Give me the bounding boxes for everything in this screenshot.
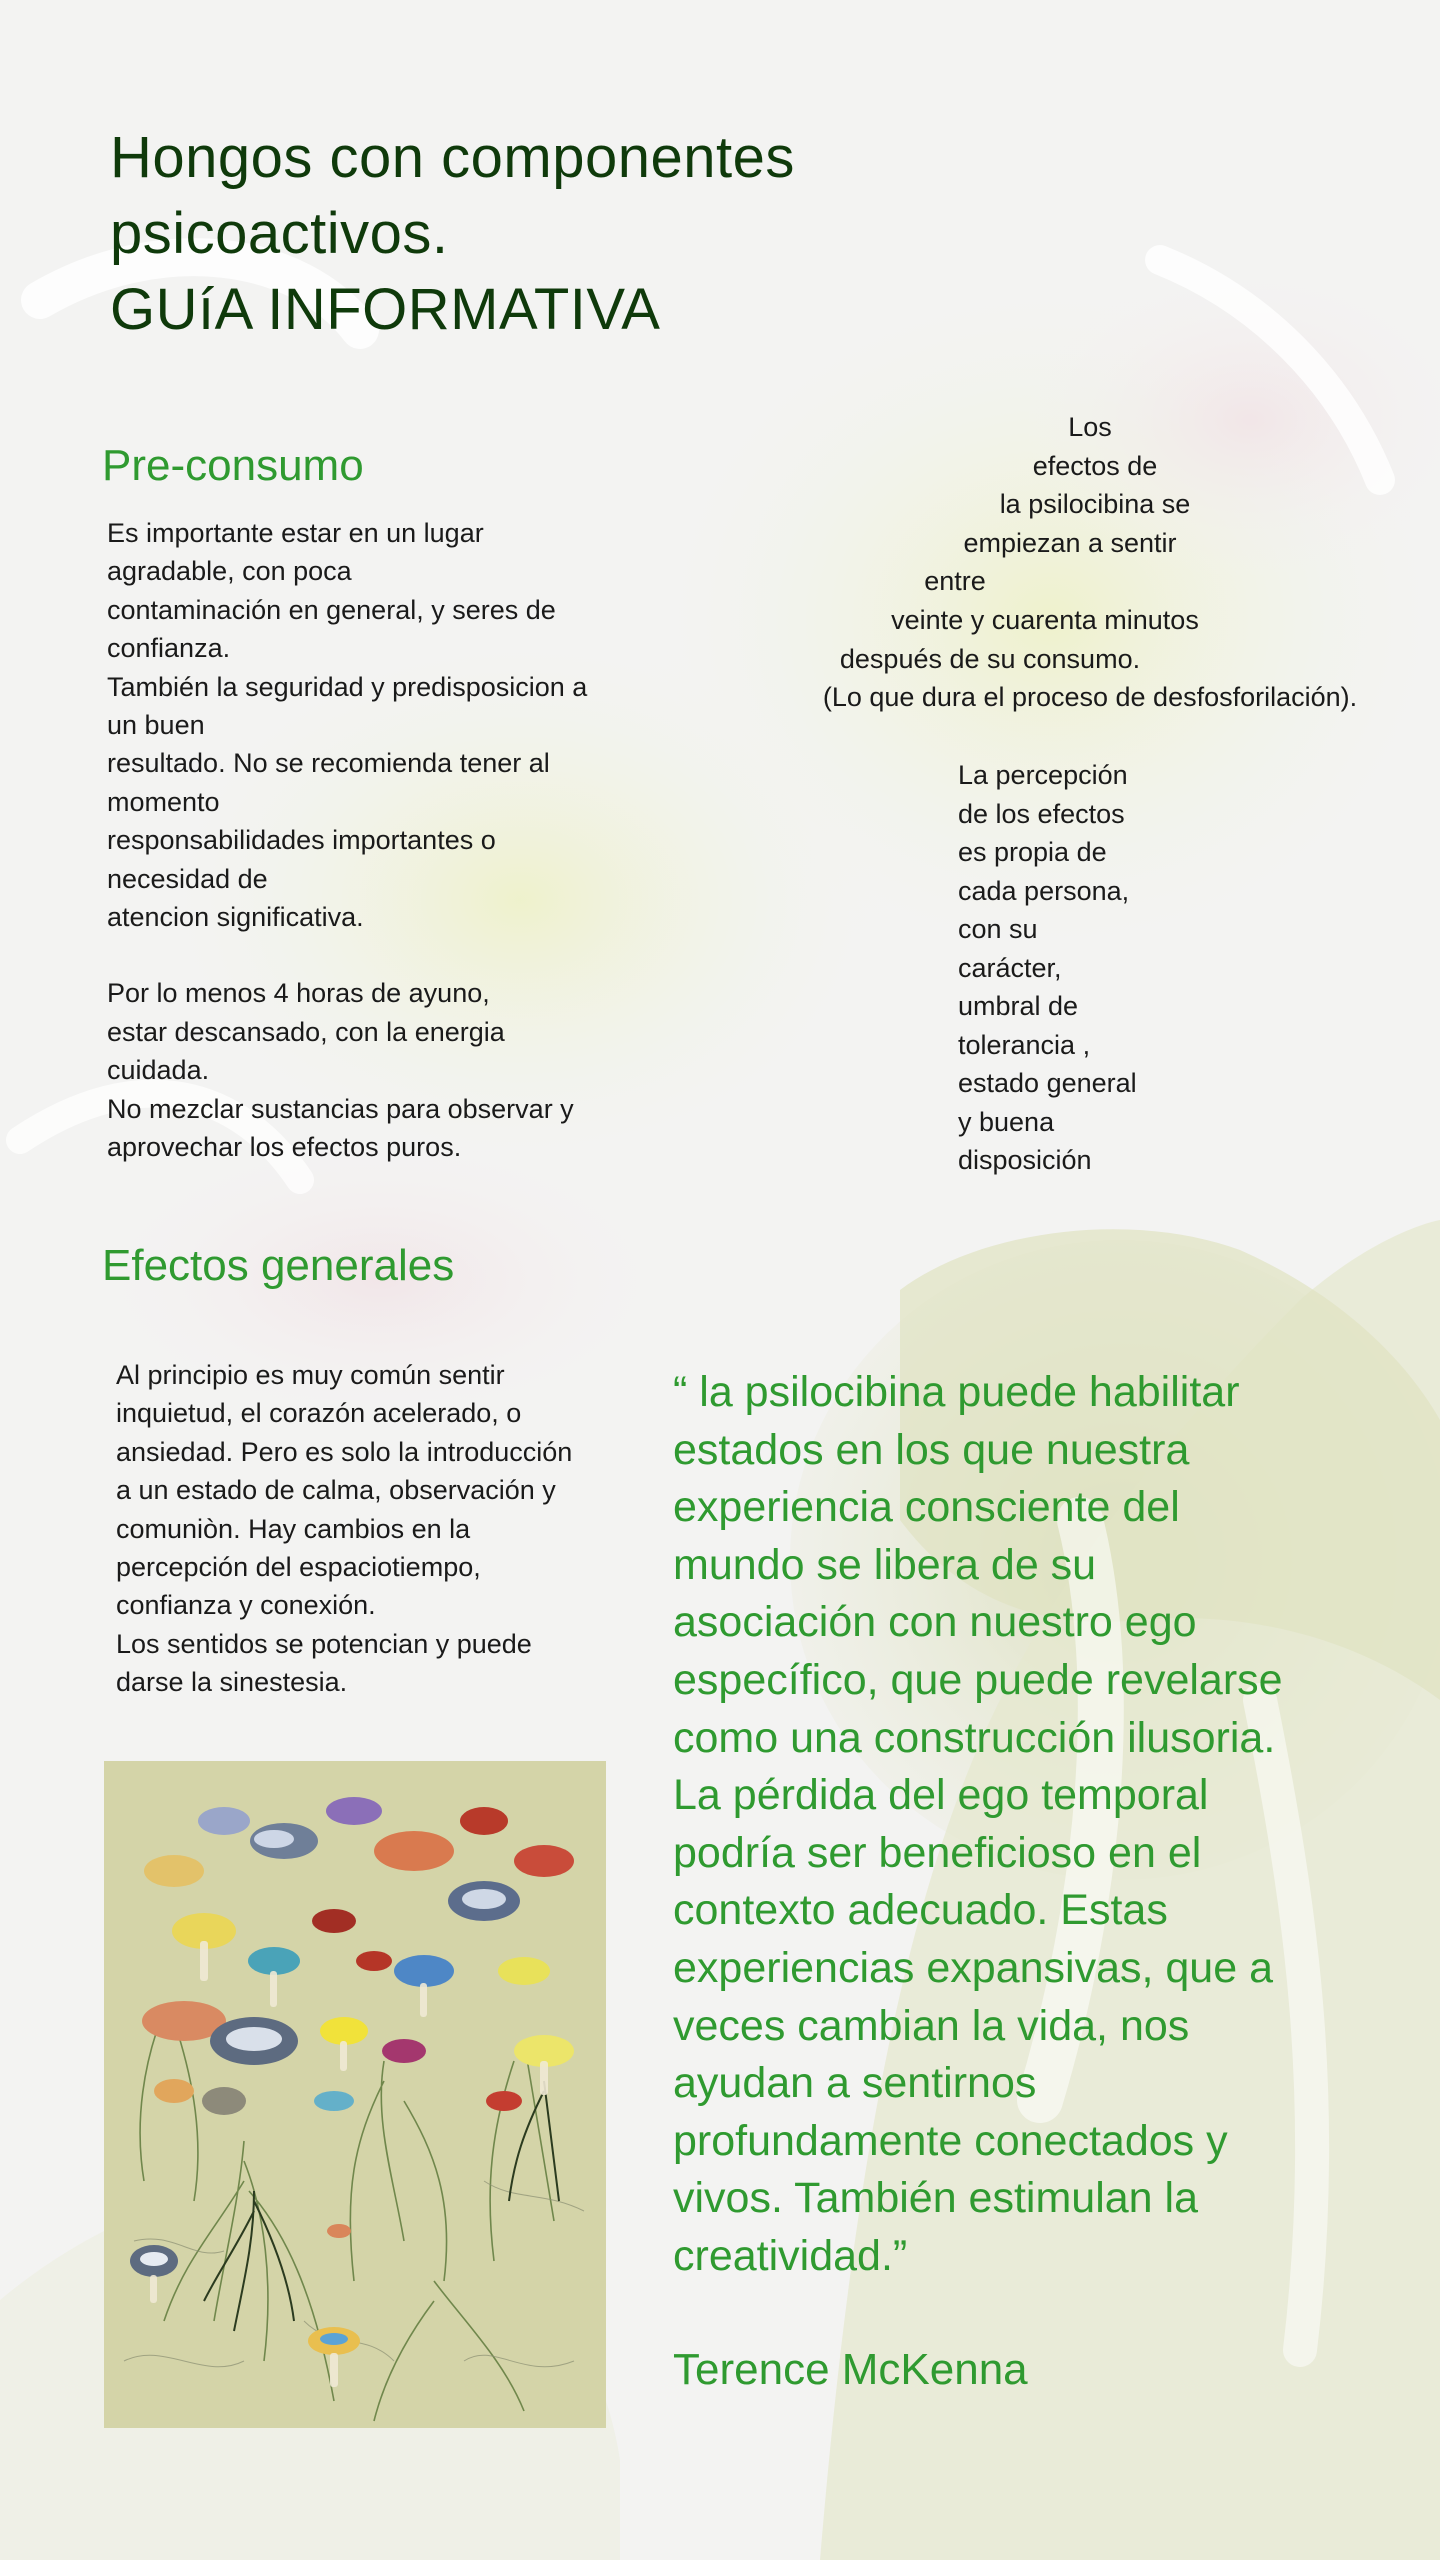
text-line: y buena <box>958 1106 1055 1137</box>
quote-line: La pérdida del ego temporal <box>673 1771 1209 1820</box>
quote-line: experiencias expansivas, que a <box>673 1943 1273 1992</box>
text-line: También la seguridad y predisposicion a <box>107 671 588 702</box>
text-line: responsabilidades importantes o <box>107 825 496 856</box>
mushroom-illustration <box>104 1761 606 2428</box>
text-line: Los <box>1068 412 1112 442</box>
text-line: estado general <box>958 1068 1137 1098</box>
text-line: aprovechar los efectos puros. <box>107 1132 462 1163</box>
preconsumo-heading: Pre-consumo <box>102 441 364 490</box>
text-line: es propia de <box>958 837 1107 867</box>
quote-line: específico, que puede revelarse <box>673 1655 1283 1704</box>
text-line: momento <box>107 786 220 817</box>
text-line: tolerancia , <box>958 1029 1091 1060</box>
text-line: No mezclar sustancias para observar y <box>107 1093 574 1124</box>
quote-line: creatividad.” <box>673 2231 908 2280</box>
text-line: veinte y cuarenta minutos <box>891 604 1199 635</box>
text-line: resultado. No se recomienda tener al <box>107 748 550 779</box>
title-line: GUíA INFORMATIVA <box>110 277 661 342</box>
text-line: cada persona, <box>958 875 1130 906</box>
text-line: umbral de <box>958 991 1079 1021</box>
quote-line: contexto adecuado. Estas <box>673 1886 1168 1935</box>
text-line: estar descansado, con la energia <box>107 1016 505 1047</box>
mckenna-quote <box>673 1364 1413 2286</box>
quote-line: mundo se libera de su <box>673 1540 1097 1589</box>
quote-line: podría ser beneficioso en el <box>673 1828 1202 1877</box>
text-line: entre <box>924 566 986 597</box>
text-line: después de su consumo. <box>839 643 1141 674</box>
quote-line: ayudan a sentirnos <box>673 2059 1037 2108</box>
text-line: agradable, con poca <box>107 556 352 587</box>
text-line: disposición <box>958 1145 1092 1175</box>
quote-line: experiencia consciente del <box>673 1483 1180 1532</box>
preconsumo-text <box>107 514 707 1167</box>
text-line: Los sentidos se potencian y puede <box>116 1628 532 1659</box>
text-line: empiezan a sentir <box>963 527 1177 558</box>
title-line: Hongos con componentes <box>110 125 795 190</box>
text-line: necesidad de <box>107 863 268 894</box>
text-line: ansiedad. Pero es solo la introducción <box>116 1436 573 1467</box>
text-line: atencion significativa. <box>107 902 364 933</box>
text-line: confianza. <box>107 633 231 664</box>
quote-line: asociación con nuestro ego <box>673 1598 1197 1647</box>
text-line: un buen <box>107 710 205 741</box>
text-line: cuidada. <box>107 1055 210 1086</box>
text-line: a un estado de calma, observación y <box>116 1475 556 1506</box>
text-line: confianza y conexión. <box>116 1590 376 1621</box>
quote-line: veces cambian la vida, nos <box>673 2001 1190 2050</box>
text-line: carácter, <box>958 952 1062 983</box>
text-line: (Lo que dura el proceso de desfosforilación). <box>822 682 1358 713</box>
efectos-generales-text <box>116 1356 676 1702</box>
perception-text <box>958 756 1218 1180</box>
text-line: la psilocibina se <box>999 489 1191 520</box>
text-line: contaminación en general, y seres de <box>107 594 556 625</box>
text-line: Por lo menos 4 horas de ayuno, <box>107 978 490 1009</box>
quote-line: vivos. También estimulan la <box>673 2174 1199 2223</box>
text-line: Es importante estar en un lugar <box>107 518 484 548</box>
quote-line: “ la psilocibina puede habilitar <box>673 1368 1240 1416</box>
page-title <box>110 120 1010 348</box>
quote-line: como una construcción ilusoria. <box>673 1713 1276 1762</box>
efectos-generales-heading: Efectos generales <box>102 1241 455 1290</box>
text-line: La percepción <box>958 760 1128 790</box>
text-line: efectos de <box>1032 450 1158 481</box>
quote-line: estados en los que nuestra <box>673 1425 1190 1474</box>
text-line: con su <box>958 914 1038 944</box>
text-line: Al principio es muy común sentir <box>116 1360 505 1390</box>
title-line: psicoactivos. <box>110 201 449 266</box>
text-line: comuniòn. Hay cambios en la <box>116 1513 471 1544</box>
effects-timing-text <box>770 408 1410 717</box>
text-line: percepción del espaciotiempo, <box>116 1552 481 1583</box>
text-line: de los efectos <box>958 798 1125 829</box>
quote-author: Terence McKenna <box>673 2345 1028 2394</box>
quote-line: profundamente conectados y <box>673 2116 1228 2165</box>
text-line: inquietud, el corazón acelerado, o <box>116 1398 522 1429</box>
text-line: darse la sinestesia. <box>116 1667 348 1698</box>
